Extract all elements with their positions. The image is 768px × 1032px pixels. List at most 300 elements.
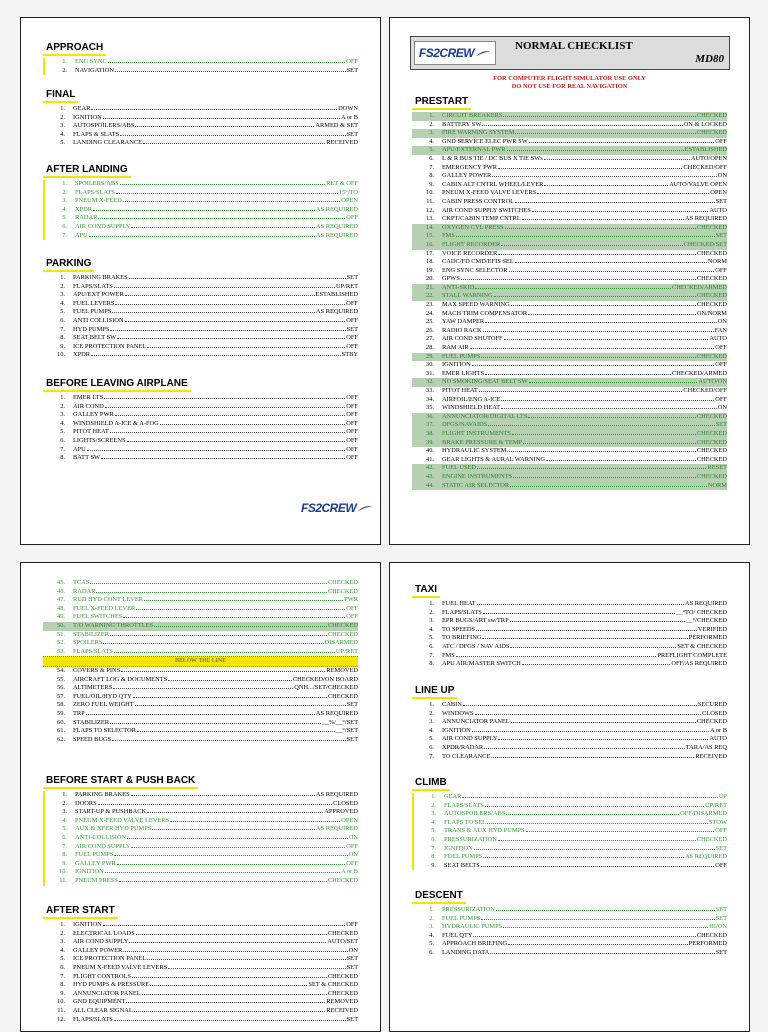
leader-dots [101, 458, 345, 459]
item-value: A or B [340, 868, 358, 876]
checklist-row [43, 701, 358, 710]
leader-dots [473, 936, 695, 937]
item-label: LANDING DATA [442, 948, 490, 956]
item-number: 4. [60, 419, 65, 427]
checklist-items [412, 793, 727, 870]
checklist-row [43, 122, 358, 131]
leader-dots [491, 757, 694, 758]
item-number: 2. [60, 402, 65, 410]
item-value: CLOSED [702, 709, 727, 717]
checklist-row [412, 482, 727, 491]
leader-dots [120, 135, 345, 136]
item-label: FUEL PUMPS [75, 851, 114, 859]
checklist-row [412, 370, 727, 379]
item-value: AS REQUIRED [315, 231, 358, 239]
item-label: AIR COND [73, 402, 104, 410]
checklist-row [43, 955, 358, 964]
leader-dots [498, 739, 708, 740]
checklist-row [412, 207, 727, 216]
item-label: STABILIZER [73, 630, 110, 638]
leader-dots [509, 271, 715, 272]
item-number: 2. [429, 709, 434, 717]
item-number: 9. [60, 989, 65, 997]
item-value: OFF [715, 827, 727, 835]
item-number: 7. [62, 231, 67, 239]
checklist-row [414, 836, 727, 845]
checklist-row [412, 344, 727, 353]
section-title: PARKING [43, 257, 94, 272]
checklist-row [43, 403, 358, 412]
item-label: PARKING BRAKES [75, 791, 130, 798]
leader-dots [544, 159, 690, 160]
item-value: CHECKED [327, 621, 358, 629]
item-label: FLIGHT CONTROLS [73, 972, 131, 980]
checklist-row [43, 667, 358, 676]
section-after-start [43, 900, 358, 1024]
item-value: CHECKED [327, 972, 358, 980]
leader-dots [108, 62, 345, 63]
leader-dots [152, 829, 315, 830]
leader-dots [501, 400, 714, 401]
item-label: FLAPS TO SELECTOR [73, 727, 136, 735]
checklist-row [412, 710, 727, 719]
leader-dots [119, 881, 327, 882]
item-value: DISARMED [324, 639, 358, 647]
item-label: FLAPS/SLATS [442, 608, 482, 616]
item-number: 4. [62, 816, 67, 824]
item-number: 4. [60, 299, 65, 307]
checklist-row [43, 930, 358, 939]
checklist-row [412, 949, 727, 958]
checklist-row [43, 579, 358, 588]
section-descent [412, 885, 727, 958]
item-label: IGNITION [442, 726, 471, 734]
item-value: SET [715, 232, 727, 240]
leader-dots [131, 795, 315, 796]
item-number: 1. [60, 394, 65, 401]
item-value: OFF [346, 402, 358, 410]
leader-dots [168, 968, 345, 969]
item-number: 2. [429, 914, 434, 922]
item-value: OFF [346, 342, 358, 350]
leader-dots [135, 126, 314, 127]
checklist-row [45, 877, 358, 886]
checklist-row [43, 351, 358, 360]
item-value: RECEIVED [326, 139, 358, 147]
item-value: __%/__°/SET [322, 718, 358, 726]
checklist-row [412, 404, 727, 413]
checklist-row [412, 378, 727, 387]
item-value: CHECKED [696, 352, 727, 360]
item-label: FUEL PUMPS [442, 914, 481, 922]
item-value: OFF [346, 394, 358, 401]
item-label: AIR COND SUPPLY [73, 938, 129, 946]
item-number: 6. [429, 948, 434, 956]
item-label: GALLEY POWER [442, 172, 492, 180]
leader-dots [544, 185, 668, 186]
item-label: FUEL SWITCHES [73, 613, 123, 621]
checklist-row [43, 622, 358, 631]
leader-dots [528, 314, 696, 315]
item-label: RUD HYD CONT LEVER [73, 596, 144, 604]
checklist-row [43, 998, 358, 1007]
checklist-row [412, 923, 727, 932]
item-number: 4. [62, 205, 67, 213]
item-number: 3. [60, 411, 65, 419]
checklist-row [43, 317, 358, 326]
item-number: 6. [429, 642, 434, 650]
leader-dots [546, 460, 696, 461]
item-number: 5. [429, 146, 434, 154]
item-number: 11. [57, 1006, 65, 1014]
leader-dots [515, 133, 695, 134]
item-number: 3. [60, 122, 65, 130]
checklist-row [43, 131, 358, 140]
checklist-row [412, 701, 727, 710]
item-value: OFF [346, 921, 358, 928]
checklist-row [43, 446, 358, 455]
item-value: OFF [346, 436, 358, 444]
item-value: PERFORMED [688, 940, 727, 948]
checklist-row [412, 198, 727, 207]
leader-dots [133, 697, 327, 698]
item-number: 12. [57, 1015, 65, 1023]
leader-dots [131, 227, 314, 228]
item-value: OFF [346, 334, 358, 342]
item-number: 12. [426, 206, 434, 214]
item-value: SET & CHECKED [677, 642, 727, 650]
item-number: 30. [426, 361, 434, 369]
item-label: FUEL LEVERS [73, 299, 115, 307]
checklist-row [43, 291, 358, 300]
checklist-row [45, 808, 358, 817]
item-label: GEAR LIGHTS & AURAL WARNING [442, 455, 545, 463]
item-number: 7. [60, 325, 65, 333]
item-value: CHECKED [696, 835, 727, 843]
item-value: OFF [715, 361, 727, 369]
item-number: 7. [429, 163, 434, 171]
item-label: FLAPS/SLATS [444, 801, 484, 809]
item-number: 50. [57, 621, 65, 629]
checklist-row [412, 138, 727, 147]
leader-dots [462, 797, 717, 798]
item-number: 15. [426, 232, 434, 240]
item-label: MAX SPEED WARNING [442, 301, 510, 309]
item-label: ZERO FUEL WEIGHT [73, 701, 134, 709]
leader-dots [123, 201, 341, 202]
item-number: 3. [431, 810, 436, 818]
checklist-row [414, 819, 727, 828]
leader-dots [91, 355, 341, 356]
item-label: BATTERY SW [442, 120, 482, 128]
item-value: CHECKED [696, 292, 727, 300]
item-value: OPEN [710, 189, 727, 197]
checklist-row [412, 164, 727, 173]
section-title: PRESTART [412, 95, 471, 110]
leader-dots [127, 838, 348, 839]
checklist-row [43, 300, 358, 309]
item-number: 1. [60, 105, 65, 112]
checklist-row [412, 940, 727, 949]
checklist-row [43, 973, 358, 982]
item-label: ALL CLEAR SIGNAL [73, 1006, 133, 1014]
leader-dots [110, 432, 345, 433]
checklist-row [412, 146, 727, 155]
item-label: HYD PUMPS & PRESSURE [73, 981, 150, 989]
checklist-row [43, 283, 358, 292]
item-label: GEAR [73, 105, 91, 112]
item-number: 2. [431, 801, 436, 809]
item-number: 22. [426, 292, 434, 300]
item-value: OFF [346, 299, 358, 307]
checklist-row [43, 326, 358, 335]
item-label: WINDOWS [442, 709, 474, 717]
item-number: 5. [60, 308, 65, 316]
item-number: 59. [57, 709, 65, 717]
item-label: ENGINE INSTRUMENTS [442, 472, 513, 480]
item-value: AUTO [709, 206, 727, 214]
item-label: SEAT BELT SW [73, 334, 117, 342]
item-value: OFF/AS REQUIRED [671, 660, 727, 668]
item-value: UP/RET [704, 801, 727, 809]
leader-dots [513, 477, 696, 478]
item-label: PITOT HEAT [442, 387, 478, 394]
checklist-row [43, 938, 358, 947]
checklist-row [45, 843, 358, 852]
item-value: PERFORMED [688, 634, 727, 642]
leader-dots [126, 1002, 325, 1003]
leader-dots [494, 296, 696, 297]
checklist-items [43, 791, 358, 886]
checklist-items [43, 667, 358, 744]
item-number: 5. [60, 139, 65, 147]
checklist-row [414, 862, 727, 871]
checklist-row [412, 456, 727, 465]
item-value: FAN [714, 326, 727, 334]
item-value: SET [346, 963, 358, 971]
item-label: FUEL USED [442, 464, 477, 472]
checklist-row [412, 387, 727, 396]
checklist-row [43, 139, 358, 148]
leader-dots [485, 806, 704, 807]
item-label: ANNUNCIATOR PANEL [442, 718, 510, 726]
checklist-row [412, 915, 727, 924]
item-number: 41. [426, 455, 434, 463]
leader-dots [476, 630, 697, 631]
item-value: STOW [709, 818, 727, 826]
leader-dots [120, 184, 325, 185]
item-number: 29. [426, 352, 434, 360]
leader-dots [91, 109, 337, 110]
item-value: CHECKED/OFF [683, 163, 727, 171]
leader-dots [498, 168, 682, 169]
item-value: ON [717, 172, 727, 180]
checklist-items [43, 921, 358, 1024]
checklist-row [412, 744, 727, 753]
checklist-row [43, 964, 358, 973]
page-bottom-right [389, 562, 750, 1032]
checklist-row [412, 447, 727, 456]
leader-dots [147, 347, 345, 348]
checklist-row [412, 318, 727, 327]
item-label: WINDSHIELD HEAT [442, 404, 501, 412]
checklist-row [414, 845, 727, 854]
leader-dots [123, 617, 345, 618]
checklist-row [412, 189, 727, 198]
item-label: AIR COND SUPPLY [442, 735, 498, 743]
section-line-up [412, 680, 727, 761]
leader-dots [528, 417, 695, 418]
item-number: 49. [57, 613, 65, 621]
below-the-line-divider: BELOW THE LINE [43, 656, 358, 667]
checklist-row [412, 215, 727, 224]
item-number: 6. [62, 222, 67, 230]
checklist-row [43, 693, 358, 702]
leader-dots [105, 407, 346, 408]
item-number: 17. [426, 249, 434, 257]
section-title: AFTER LANDING [43, 163, 131, 178]
item-number: 38. [426, 429, 434, 437]
section-title: BEFORE START & PUSH BACK [43, 774, 198, 789]
page-bottom-left [20, 562, 381, 1032]
item-label: PNEUM X-FEED VALVE LEVERS [75, 816, 170, 824]
item-value: A or B [340, 113, 358, 121]
checklist-row [43, 639, 358, 648]
item-number: 56. [57, 684, 65, 692]
item-value: AS REQUIRED [315, 222, 358, 230]
item-number: 48. [57, 604, 65, 612]
checklist-row [412, 258, 727, 267]
item-value: ESTABLISHED [315, 291, 358, 299]
checklist-row [43, 736, 358, 745]
item-number: 2. [62, 188, 67, 196]
item-value: A or B [709, 726, 727, 734]
item-value: __°TO/ CHECKED [676, 608, 727, 616]
checklist-row [43, 981, 358, 990]
item-number: 54. [57, 666, 65, 674]
item-value: OFF [346, 411, 358, 419]
checklist-row [414, 827, 727, 836]
item-value: CHECKED [327, 587, 358, 595]
leader-dots [90, 583, 326, 584]
leader-dots [522, 219, 684, 220]
item-value: UP [718, 793, 727, 800]
item-number: 1. [429, 701, 434, 708]
item-number: 52. [57, 639, 65, 647]
item-number: 9. [429, 180, 434, 188]
item-value: OFF [346, 316, 358, 324]
item-value: CHECKED [696, 429, 727, 437]
item-value: OFF [715, 344, 727, 352]
leader-dots [490, 953, 714, 954]
leader-dots [496, 910, 715, 911]
item-label: ENG SYNC SELECTOR [442, 266, 508, 274]
item-number: 25. [426, 318, 434, 326]
page-top-right [389, 17, 750, 545]
item-number: 4. [429, 137, 434, 145]
logo-swoosh-icon [475, 48, 491, 58]
leader-dots [522, 664, 671, 665]
checklist-row [414, 810, 727, 819]
item-label: HYDRAULIC PUMPS [442, 923, 503, 931]
item-number: 1. [429, 112, 434, 119]
item-value: CHECKED/SET [683, 240, 727, 248]
item-number: 6. [62, 833, 67, 841]
item-number: 5. [62, 214, 67, 222]
item-number: 3. [62, 197, 67, 205]
section-taxi [412, 579, 727, 669]
checklist-row [412, 292, 727, 301]
item-number: 8. [429, 172, 434, 180]
item-label: PNEUM X-FEED [75, 197, 122, 205]
item-number: 10. [59, 868, 67, 876]
item-value: ON [348, 833, 358, 841]
item-label: PARKING BRAKES [73, 274, 128, 281]
leader-dots [507, 150, 684, 151]
item-value: QNH.../SET/CHECKED [294, 684, 358, 692]
item-label: FUEL/OIL/HYD QTY [73, 692, 132, 700]
checklist-row [43, 343, 358, 352]
item-number: 23. [426, 301, 434, 309]
item-value: AS REQUIRED [315, 308, 358, 316]
leader-dots [526, 831, 715, 832]
item-label: APU [73, 445, 86, 453]
item-value: SET [715, 844, 727, 852]
item-label: FLIGHT INSTRUMENTS [442, 429, 511, 437]
item-label: FUEL HEAT [442, 600, 476, 607]
checklist-row [43, 676, 358, 685]
item-value: NORM [707, 481, 727, 489]
checklist-row [414, 853, 727, 862]
checklist-row [412, 660, 727, 669]
leader-dots [456, 656, 657, 657]
leader-dots [515, 202, 715, 203]
item-label: STATIC AIR SELECTOR [442, 481, 510, 489]
item-number: 45. [57, 579, 65, 586]
checklist-row [412, 906, 727, 915]
item-label: AIRCRAFT LOG & DOCUMENTS [73, 675, 168, 683]
leader-dots [112, 312, 315, 313]
item-number: 53. [57, 647, 65, 655]
checklist-row [412, 284, 727, 293]
leader-dots [131, 847, 345, 848]
leader-dots [512, 434, 696, 435]
leader-dots [472, 365, 715, 366]
item-value: SET [346, 701, 358, 709]
item-label: GALLEY PWR [75, 859, 116, 867]
item-label: IGNITION [73, 113, 102, 121]
leader-dots [114, 1020, 346, 1021]
checklist-row [43, 648, 358, 657]
item-number: 6. [431, 835, 436, 843]
item-number: 5. [60, 428, 65, 436]
checklist-items [43, 579, 358, 656]
item-value: TARA/AS REQ [685, 743, 727, 751]
checklist-row [412, 413, 727, 422]
item-label: GALLEY POWER [73, 946, 123, 954]
leader-dots [86, 714, 315, 715]
item-label: FUEL QTY [442, 931, 473, 939]
item-value: OFF/DISARMED [680, 810, 727, 818]
item-value: CHECKED [696, 455, 727, 463]
item-number: 1. [60, 921, 65, 928]
checklist-row [412, 335, 727, 344]
item-label: DOORS [75, 799, 97, 807]
item-label: ALTIMETERS [73, 684, 113, 692]
section-title: TAXI [412, 583, 440, 598]
item-label: AIR COND SUPPLY [75, 842, 131, 850]
item-number: 6. [429, 743, 434, 751]
